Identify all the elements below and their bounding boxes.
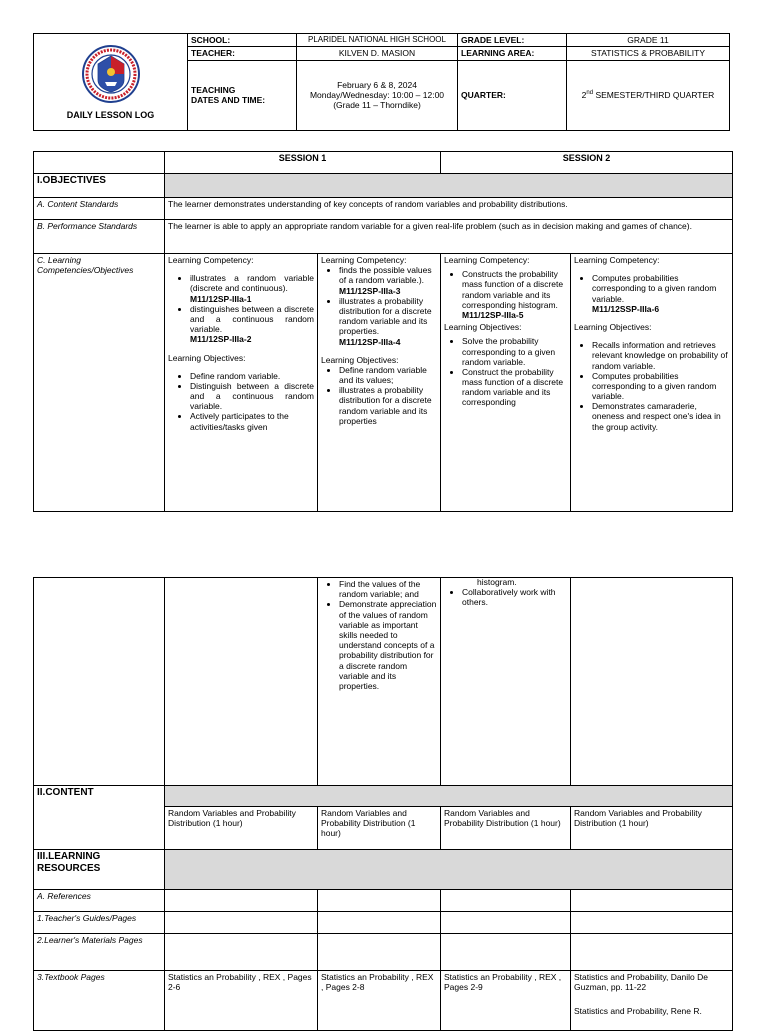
references-label: A. References — [34, 890, 165, 912]
textbook-ref-2: Statistics and Probability, Rene R. — [574, 1006, 702, 1017]
competency-col3 — [441, 254, 571, 512]
session2-header: SESSION 2 — [441, 152, 733, 174]
continuation-col1 — [165, 578, 318, 786]
performance-standards-text: The learner is able to apply an appropriate random variable for a given real-life problem (such as in decision making and games of chance). — [165, 220, 733, 254]
list-item: • Actively participates to the activities/tasks given — [190, 411, 314, 431]
objectives-shade — [165, 174, 733, 198]
dates-label — [188, 60, 297, 130]
competency-list — [321, 265, 437, 347]
content-cell: Random Variables and Probability Distribution (1 hour) — [165, 807, 318, 850]
continuation-label-cell — [34, 578, 165, 786]
empty-cell — [571, 934, 733, 971]
log-title: DAILY LESSON LOG — [66, 109, 155, 120]
objectives-list — [321, 579, 437, 691]
objectives-heading: I.OBJECTIVES — [34, 174, 165, 198]
list-item: • Collaboratively work with others. — [462, 587, 567, 607]
content-cell: Random Variables and Probability Distribution (1 hour) — [318, 807, 441, 850]
competency-list — [172, 273, 314, 344]
seal-cell — [34, 34, 188, 131]
continuation-col2 — [318, 578, 441, 786]
list-item: • Demonstrate appreciation of the values of random variable as important skills needed to understand concepts of a probability distribution for a discrete random variable and its properties. — [339, 599, 437, 691]
list-item: • illustrates a probability distribution for a discrete random variable and its properties — [339, 385, 437, 426]
competency-col2 — [318, 254, 441, 512]
dates-label-line1: TEACHING — [191, 85, 236, 96]
list-item: • Demonstrates camaraderie, oneness and respect one's idea in the group activity. — [592, 401, 729, 432]
quarter-prefix: 2 — [581, 90, 587, 101]
textbook-cell: Statistics an Probability , REX , Pages 2-6 — [165, 971, 318, 1031]
competency-heading: Learning Competency: — [321, 255, 407, 265]
objectives-list — [172, 371, 314, 432]
school-label: SCHOOL: — [188, 34, 297, 47]
empty-cell — [318, 912, 441, 934]
content-standards-label: A. Content Standards — [34, 198, 165, 220]
list-item: • Computes probabilities corresponding to a given random variable. M11/12SSP-IIIa-6 — [592, 273, 729, 314]
textbook-ref-1: Statistics and Probability, Danilo De Guzman, pp. 11-22 — [574, 972, 709, 993]
competency-col1 — [165, 254, 318, 512]
objectives-continuation: histogram. — [477, 577, 517, 587]
area-label: LEARNING AREA: — [458, 47, 567, 60]
dates-line3: (Grade 11 – Thorndike) — [333, 100, 421, 111]
grade-label: GRADE LEVEL: — [458, 34, 567, 47]
list-item: • finds the possible values of a random variable.). M11/12SP-IIIa-3 — [339, 265, 437, 296]
textbook-cell: Statistics an Probability , REX , Pages 2-9 — [441, 971, 571, 1031]
content-cell: Random Variables and Probability Distribution (1 hour) — [571, 807, 733, 850]
empty-cell — [571, 912, 733, 934]
quarter-sup: nd — [586, 90, 594, 97]
list-item: • Define random variable. — [190, 371, 314, 381]
resources-shade — [165, 850, 733, 890]
list-item: • distinguishes between a discrete and a continuous random variable. M11/12SP-IIIa-2 — [190, 304, 314, 345]
empty-cell — [441, 912, 571, 934]
list-item: • Computes probabilities corresponding to a given random variable. — [592, 371, 729, 402]
content-cell: Random Variables and Probability Distribution (1 hour) — [441, 807, 571, 850]
competency-list — [574, 273, 729, 314]
empty-cell — [441, 934, 571, 971]
list-item: • illustrates a probability distribution for a discrete random variable and its properties. M11/12SP-IIIa-4 — [339, 296, 437, 347]
grade-value: GRADE 11 — [567, 34, 730, 47]
teacher-label: TEACHER: — [188, 47, 297, 60]
dates-value — [297, 60, 458, 130]
list-item: • illustrates a random variable (discrete and continuous). M11/12SP-IIIa-1 — [190, 273, 314, 304]
quarter-rest: SEMESTER/THIRD QUARTER — [593, 90, 715, 101]
objectives-subheading: Learning Objectives: — [321, 354, 399, 365]
objectives-list — [444, 587, 567, 607]
empty-cell — [318, 890, 441, 912]
continuation-col4 — [571, 578, 733, 786]
learners-materials-label: 2.Learner's Materials Pages — [34, 934, 165, 971]
content-heading: II.CONTENT — [34, 786, 165, 850]
competency-col4 — [571, 254, 733, 512]
competencies-label: C. Learning Competencies/Objectives — [34, 254, 165, 512]
empty-cell — [441, 890, 571, 912]
session1-header: SESSION 1 — [165, 152, 441, 174]
empty-cell — [571, 890, 733, 912]
textbook-label: 3.Textbook Pages — [34, 971, 165, 1031]
list-item: • Find the values of the random variable; and — [339, 579, 437, 599]
area-value: STATISTICS & PROBABILITY — [567, 47, 730, 60]
dates-label-line2: DATES AND TIME: — [191, 95, 266, 106]
empty-cell — [165, 912, 318, 934]
dates-line1: February 6 & 8, 2024 — [337, 79, 417, 90]
corner-cell — [34, 152, 165, 174]
dates-line2: Monday/Wednesday: 10:00 – 12:00 — [309, 90, 445, 101]
quarter-value — [567, 60, 730, 130]
competency-heading: Learning Competency: — [168, 255, 254, 265]
textbook-cell-4 — [571, 971, 733, 1031]
deped-seal-logo — [81, 44, 141, 104]
textbook-cell: Statistics an Probability , REX , Pages 2-8 — [318, 971, 441, 1031]
quarter-label: QUARTER: — [458, 60, 567, 130]
content-standards-text: The learner demonstrates understanding of key concepts of random variables and probability distributions. — [165, 198, 733, 220]
list-item: • Solve the probability corresponding to a given random variable. — [462, 336, 567, 367]
list-item: • Define random variable and its values; — [339, 365, 437, 385]
list-item: • Constructs the probability mass function of a discrete random variable and its corresponding histogram. M11/12SP-IIIa-5 — [462, 269, 567, 320]
competency-heading: Learning Competency: — [574, 255, 660, 265]
list-item: • Distinguish between a discrete and a continuous random variable. — [190, 381, 314, 412]
empty-cell — [165, 890, 318, 912]
competency-heading: Learning Competency: — [444, 255, 530, 265]
empty-cell — [318, 934, 441, 971]
list-item: • Recalls information and retrieves relevant knowledge on probability of random variable. — [592, 340, 729, 371]
objectives-subheading: Learning Objectives: — [574, 321, 652, 332]
objectives-subheading: Learning Objectives: — [444, 322, 522, 333]
continuation-col3 — [441, 578, 571, 786]
content-shade — [165, 786, 733, 807]
teachers-guide-label: 1.Teacher's Guides/Pages — [34, 912, 165, 934]
performance-standards-label: B. Performance Standards — [34, 220, 165, 254]
header-table — [33, 33, 730, 131]
teacher-value: KILVEN D. MASION — [297, 47, 458, 60]
objectives-list — [444, 336, 567, 407]
objectives-list — [321, 365, 437, 426]
resources-heading: III.LEARNING RESOURCES — [34, 850, 165, 890]
objectives-list — [574, 340, 729, 432]
school-value: PLARIDEL NATIONAL HIGH SCHOOL — [297, 34, 458, 47]
objectives-table — [33, 151, 733, 512]
list-item: • Construct the probability mass function of a discrete random variable and its corresponding — [462, 367, 567, 408]
competency-list — [444, 269, 567, 320]
empty-cell — [165, 934, 318, 971]
content-resources-table — [33, 577, 733, 1031]
objectives-subheading: Learning Objectives: — [168, 352, 246, 363]
